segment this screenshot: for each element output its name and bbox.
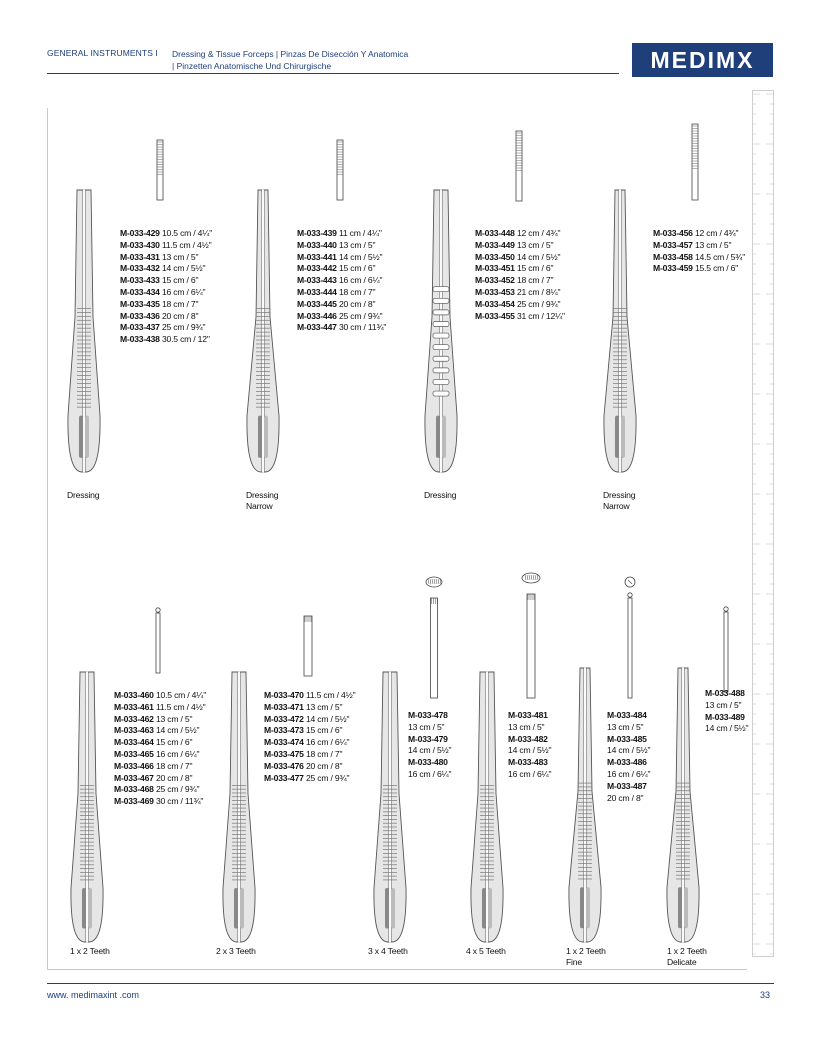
product-code: M-033-466 [114, 760, 154, 771]
product-size: 11.5 cm / 4½" [153, 701, 206, 712]
size-row [120, 311, 212, 323]
tip-detail-illustration [298, 606, 318, 676]
product-size: 15 cm / 6" [336, 263, 376, 274]
product-size: 14 cm / 5½" [408, 745, 452, 756]
tip-detail-illustration [685, 124, 705, 200]
product-code: M-033-467 [114, 772, 154, 783]
size-row [120, 228, 212, 240]
product-size: 14 cm / 5½" [303, 713, 350, 724]
product-code: M-033-431 [120, 251, 160, 262]
product-code: M-033-456 [653, 228, 693, 238]
product-code: M-033-443 [297, 275, 337, 286]
instrument-label: 1 x 2 Teeth [70, 946, 110, 956]
size-row [408, 710, 451, 734]
product-code: M-033-448 [475, 228, 515, 238]
size-row [475, 252, 565, 264]
tip-detail-illustration [330, 140, 350, 200]
product-size: 15 cm / 6" [303, 725, 343, 736]
product-code: M-033-457 [653, 239, 693, 250]
product-code: M-033-440 [297, 239, 337, 250]
product-size: 15.5 cm / 6" [692, 263, 739, 274]
product-size: 12 cm / 4¾" [514, 228, 561, 238]
product-size: 14 cm / 5½" [159, 263, 206, 274]
product-code: M-033-485 [607, 733, 647, 744]
product-size: 11 cm / 4¼" [336, 228, 382, 238]
size-row [114, 796, 206, 808]
product-size: 25 cm / 9¾" [153, 784, 200, 795]
product-size: 14 cm / 5½" [705, 723, 749, 734]
product-code: M-033-446 [297, 310, 337, 321]
size-list [408, 710, 451, 781]
size-row [607, 781, 650, 805]
product-code: M-033-459 [653, 263, 693, 274]
product-size: 13 cm / 5" [159, 251, 199, 262]
product-size: 16 cm / 6¼" [508, 768, 552, 779]
size-list [297, 228, 386, 334]
instrument-label: Dressing [424, 490, 457, 500]
forceps-illustration [67, 190, 101, 472]
content-frame-bottom [47, 969, 747, 970]
tip-detail-illustration [509, 131, 529, 201]
product-size: 16 cm / 6¼" [303, 737, 350, 748]
instrument-label: Dressing [67, 490, 100, 500]
product-size: 18 cm / 7" [303, 748, 343, 759]
page-title [172, 48, 408, 72]
product-size: 25 cm / 9¾" [514, 298, 561, 309]
forceps-illustration [470, 672, 504, 942]
size-row [705, 688, 748, 712]
product-code: M-033-441 [297, 251, 337, 262]
size-row [508, 710, 551, 734]
product-code: M-033-433 [120, 275, 160, 286]
size-row [264, 749, 355, 761]
instrument-label: 4 x 5 Teeth [466, 946, 506, 956]
product-size: 10.5 cm / 4¼" [159, 228, 213, 238]
product-code: M-033-489 [705, 711, 745, 722]
size-row [264, 714, 355, 726]
forceps-illustration [603, 190, 637, 472]
product-size: 21 cm / 8¼" [514, 286, 561, 297]
product-code: M-033-436 [120, 310, 160, 321]
product-size: 20 cm / 8" [159, 310, 199, 321]
tip-detail-illustration [148, 603, 168, 673]
size-row [705, 712, 748, 736]
size-row [114, 714, 206, 726]
size-row [408, 757, 451, 781]
product-code: M-033-453 [475, 286, 515, 297]
product-code: M-033-477 [264, 772, 304, 783]
footer-rule [47, 983, 774, 984]
instrument-label: 2 x 3 Teeth [216, 946, 256, 956]
size-row [114, 737, 206, 749]
size-row [653, 252, 745, 264]
size-row [120, 252, 212, 264]
forceps-illustration [568, 668, 602, 942]
product-code: M-033-488 [705, 688, 745, 698]
tip-detail-illustration [150, 140, 170, 200]
product-size: 13 cm / 5" [514, 239, 554, 250]
product-size: 16 cm / 6¼" [336, 275, 383, 286]
title-line-1: Dressing & Tissue Forceps | Pinzas De Disección Y Anatomica [172, 49, 409, 59]
product-size: 13 cm / 5" [408, 721, 445, 732]
product-code: M-033-474 [264, 737, 304, 748]
size-row [120, 287, 212, 299]
product-code: M-033-435 [120, 298, 160, 309]
product-size: 14.5 cm / 5¾" [692, 251, 746, 262]
product-size: 25 cm / 9¾" [336, 310, 383, 321]
product-code: M-033-465 [114, 748, 154, 759]
product-code: M-033-437 [120, 322, 160, 333]
instrument-label: Dressing Narrow [246, 490, 279, 511]
product-code: M-033-472 [264, 713, 304, 724]
size-row [297, 311, 386, 323]
size-row [653, 228, 745, 240]
product-size: 20 cm / 8" [303, 760, 343, 771]
size-row [475, 228, 565, 240]
size-row [114, 761, 206, 773]
instrument-label: 1 x 2 Teeth Fine [566, 946, 606, 967]
size-list [607, 710, 650, 804]
size-row [607, 757, 650, 781]
size-row [297, 263, 386, 275]
product-size: 14 cm / 5½" [153, 725, 200, 736]
product-size: 13 cm / 5" [303, 701, 343, 712]
product-code: M-033-451 [475, 263, 515, 274]
size-row [120, 275, 212, 287]
product-code: M-033-445 [297, 298, 337, 309]
product-code: M-033-484 [607, 710, 647, 720]
forceps-illustration [222, 672, 256, 942]
product-size: 25 cm / 9¾" [159, 322, 206, 333]
product-code: M-033-429 [120, 228, 160, 238]
product-size: 15 cm / 6" [153, 737, 193, 748]
product-size: 16 cm / 6¼" [153, 748, 200, 759]
product-size: 20 cm / 8" [336, 298, 376, 309]
product-size: 30.5 cm / 12" [159, 334, 210, 345]
product-code: M-033-462 [114, 713, 154, 724]
product-code: M-033-473 [264, 725, 304, 736]
size-list [653, 228, 745, 275]
size-row [297, 275, 386, 287]
size-list [114, 690, 206, 808]
product-size: 13 cm / 5" [508, 721, 545, 732]
size-row [120, 263, 212, 275]
size-row [475, 240, 565, 252]
product-code: M-033-481 [508, 710, 548, 720]
product-code: M-033-483 [508, 757, 548, 768]
product-code: M-033-432 [120, 263, 160, 274]
title-line-2: | Pinzetten Anatomische Und Chirurgische [172, 61, 332, 71]
size-row [264, 702, 355, 714]
size-row [114, 749, 206, 761]
size-row [264, 725, 355, 737]
product-size: 18 cm / 7" [336, 286, 376, 297]
size-row [120, 334, 212, 346]
size-row [114, 725, 206, 737]
size-row [653, 240, 745, 252]
size-row [114, 702, 206, 714]
product-code: M-033-449 [475, 239, 515, 250]
size-row [264, 773, 355, 785]
product-size: 20 cm / 8" [153, 772, 193, 783]
product-code: M-033-442 [297, 263, 337, 274]
product-size: 16 cm / 6¼" [408, 768, 452, 779]
size-row [475, 275, 565, 287]
tip-detail-illustration [424, 576, 444, 698]
product-size: 10.5 cm / 4¼" [153, 690, 207, 700]
forceps-illustration [424, 190, 458, 472]
section-title: GENERAL INSTRUMENTS I [47, 48, 158, 58]
product-size: 31 cm / 12¼" [514, 310, 565, 321]
product-size: 30 cm / 11¾" [153, 796, 204, 807]
product-code: M-033-455 [475, 310, 515, 321]
product-size: 15 cm / 6" [159, 275, 199, 286]
product-size: 11.5 cm / 4½" [303, 690, 356, 700]
product-size: 16 cm / 6¼" [159, 286, 206, 297]
size-row [297, 322, 386, 334]
size-list [705, 688, 748, 735]
tip-detail-illustration [620, 576, 640, 698]
product-code: M-033-479 [408, 733, 448, 744]
product-code: M-033-468 [114, 784, 154, 795]
product-size: 18 cm / 7" [514, 275, 554, 286]
size-row [653, 263, 745, 275]
product-size: 13 cm / 5" [692, 239, 732, 250]
forceps-illustration [666, 668, 700, 942]
product-size: 13 cm / 5" [153, 713, 193, 724]
forceps-illustration [373, 672, 407, 942]
size-row [475, 299, 565, 311]
size-row [297, 287, 386, 299]
product-code: M-033-487 [607, 780, 647, 791]
product-code: M-033-463 [114, 725, 154, 736]
product-code: M-033-434 [120, 286, 160, 297]
size-list [264, 690, 355, 784]
size-row [120, 322, 212, 334]
size-row [475, 287, 565, 299]
product-code: M-033-452 [475, 275, 515, 286]
product-code: M-033-476 [264, 760, 304, 771]
size-row [508, 734, 551, 758]
instrument-label: 3 x 4 Teeth [368, 946, 408, 956]
size-row [475, 311, 565, 323]
measurement-ruler [752, 90, 774, 958]
size-row [607, 734, 650, 758]
size-row [297, 240, 386, 252]
product-size: 30 cm / 11¾" [336, 322, 387, 333]
size-row [120, 299, 212, 311]
header-rule [47, 73, 619, 74]
product-code: M-033-447 [297, 322, 337, 333]
instrument-label: 1 x 2 Teeth Delicate [667, 946, 707, 967]
product-size: 25 cm / 9¾" [303, 772, 350, 783]
product-size: 14 cm / 5½" [336, 251, 383, 262]
forceps-illustration [246, 190, 280, 472]
product-code: M-033-438 [120, 334, 160, 345]
size-row [114, 773, 206, 785]
product-size: 18 cm / 7" [153, 760, 193, 771]
product-size: 14 cm / 5½" [607, 745, 651, 756]
product-size: 13 cm / 5" [705, 699, 742, 710]
size-row [297, 299, 386, 311]
product-size: 16 cm / 6¼" [607, 768, 651, 779]
product-size: 13 cm / 5" [607, 721, 644, 732]
product-code: M-033-470 [264, 690, 304, 700]
product-size: 12 cm / 4¾" [692, 228, 739, 238]
tip-detail-illustration [716, 602, 736, 692]
product-code: M-033-454 [475, 298, 515, 309]
product-code: M-033-444 [297, 286, 337, 297]
product-size: 18 cm / 7" [159, 298, 199, 309]
size-list [508, 710, 551, 781]
product-size: 14 cm / 5½" [514, 251, 561, 262]
product-code: M-033-478 [408, 710, 448, 720]
content-frame-left [47, 108, 48, 970]
instrument-label: Dressing Narrow [603, 490, 636, 511]
product-code: M-033-482 [508, 733, 548, 744]
size-row [264, 737, 355, 749]
product-code: M-033-480 [408, 757, 448, 768]
size-row [475, 263, 565, 275]
size-row [408, 734, 451, 758]
size-row [264, 690, 355, 702]
brand-logo: MEDIMX [632, 43, 773, 77]
product-code: M-033-469 [114, 796, 154, 807]
product-code: M-033-471 [264, 701, 304, 712]
size-row [297, 252, 386, 264]
product-size: 14 cm / 5½" [508, 745, 552, 756]
product-code: M-033-460 [114, 690, 154, 700]
product-size: 15 cm / 6" [514, 263, 554, 274]
forceps-illustration [70, 672, 104, 942]
size-row [114, 784, 206, 796]
size-list [475, 228, 565, 322]
size-row [508, 757, 551, 781]
product-code: M-033-475 [264, 748, 304, 759]
product-code: M-033-486 [607, 757, 647, 768]
tip-detail-illustration [521, 572, 541, 698]
product-code: M-033-430 [120, 239, 160, 250]
product-code: M-033-464 [114, 737, 154, 748]
product-code: M-033-458 [653, 251, 693, 262]
size-row [264, 761, 355, 773]
footer-url: www. medimaxint .com [47, 990, 140, 1000]
page-number: 33 [760, 990, 771, 1000]
size-row [607, 710, 650, 734]
size-row [120, 240, 212, 252]
product-code: M-033-461 [114, 701, 154, 712]
size-row [114, 690, 206, 702]
product-code: M-033-450 [475, 251, 515, 262]
product-size: 20 cm / 8" [607, 792, 644, 803]
size-list [120, 228, 212, 346]
product-size: 11.5 cm / 4½" [159, 239, 212, 250]
size-row [297, 228, 386, 240]
product-code: M-033-439 [297, 228, 337, 238]
product-size: 13 cm / 5" [336, 239, 376, 250]
